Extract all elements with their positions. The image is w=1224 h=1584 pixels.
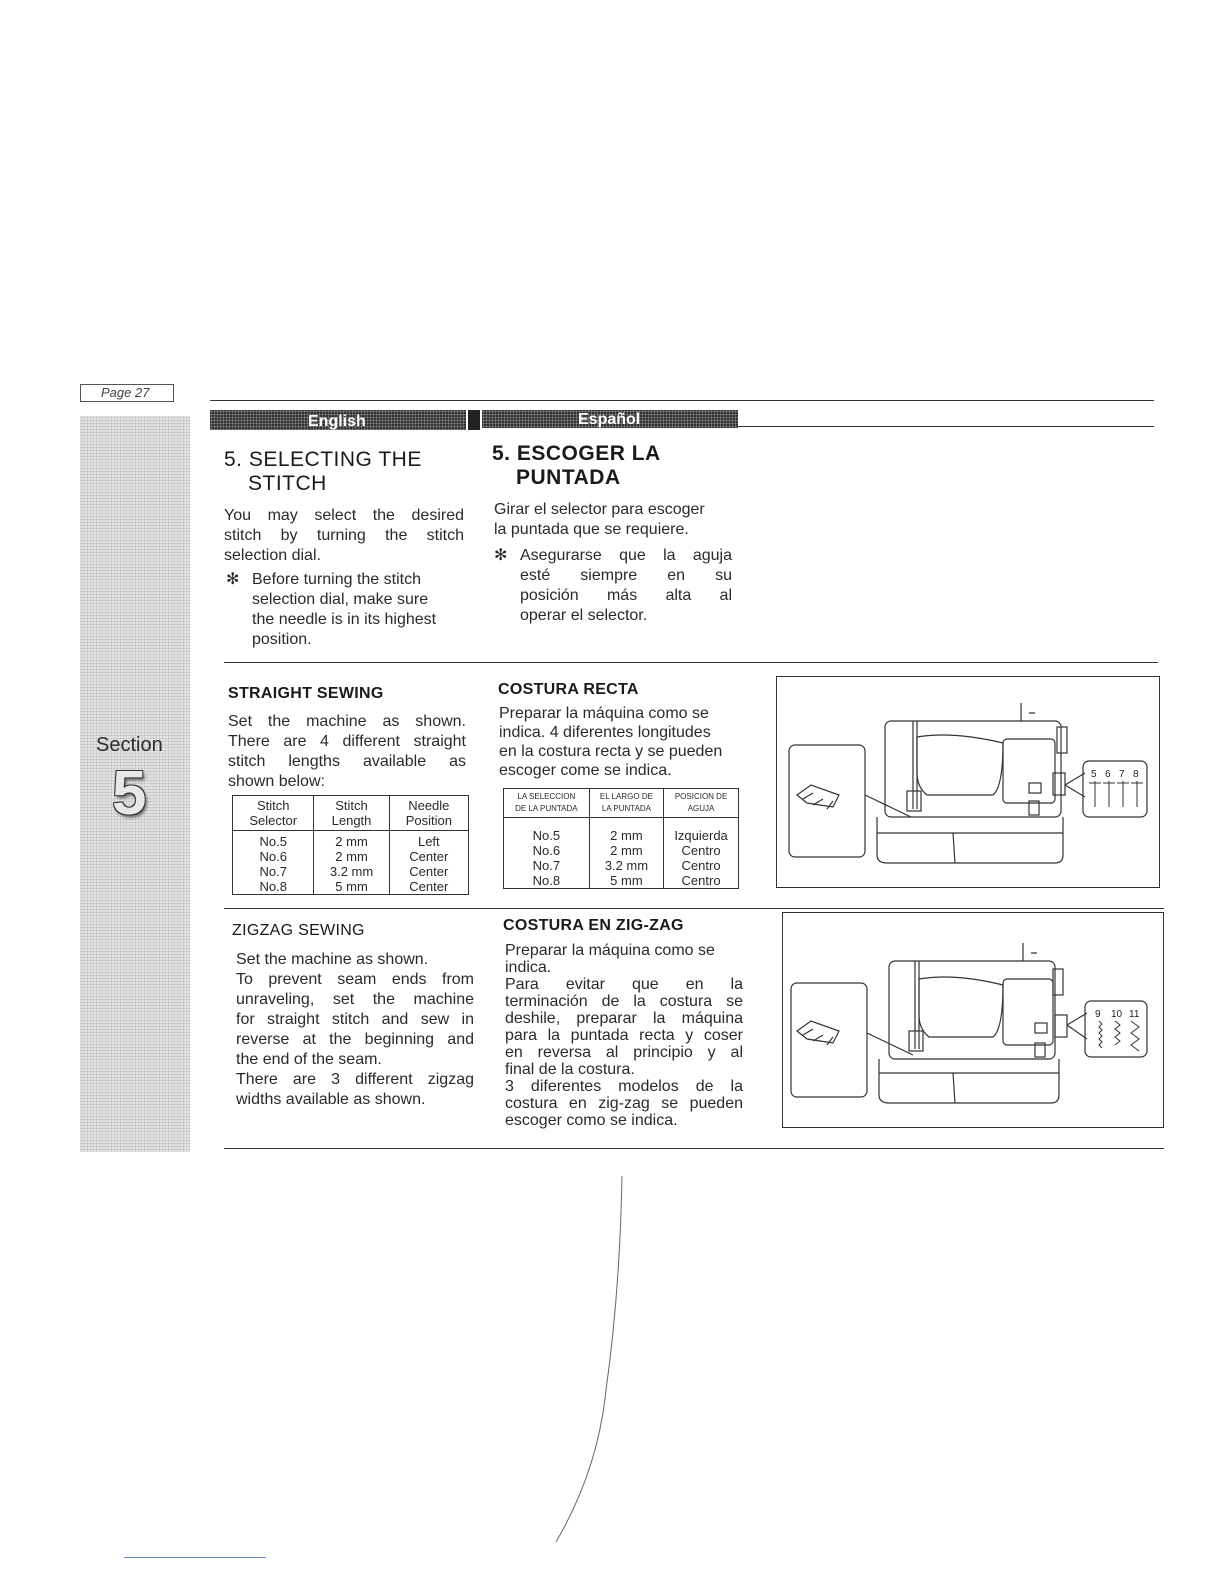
table-header-cell: LA SELECCION DE LA PUNTADA [504, 789, 590, 818]
text-line: en reversa al principio y al [505, 1044, 743, 1061]
text-line: Preparar la máquina como se [499, 705, 709, 722]
text-line: To prevent seam ends from [236, 971, 474, 988]
straight-stitch-table-en [232, 795, 469, 895]
text-line: Girar el selector para escoger [494, 501, 705, 518]
text-line: final de la costura. [505, 1061, 635, 1078]
text-line: Set the machine as shown. [228, 713, 466, 730]
text-line: There are 4 different straight [228, 733, 466, 750]
text-line: operar el selector. [520, 607, 648, 624]
dial-number: 6 [1105, 769, 1111, 780]
spanish-header-bar [482, 410, 738, 428]
spanish-label: Español [578, 411, 641, 428]
text-line: selection dial. [224, 547, 321, 564]
table-row [233, 831, 469, 895]
english-title [224, 448, 422, 496]
costura-recta-title: COSTURA RECTA [498, 681, 639, 698]
table-header-row [504, 789, 739, 818]
table-header-cell: Stitch Selector [233, 796, 314, 831]
dial-number: 8 [1133, 769, 1139, 780]
section-rule [224, 662, 1158, 663]
bottom-rule [224, 1148, 1164, 1149]
dial-number: 5 [1091, 769, 1097, 780]
text-line: position. [252, 631, 312, 648]
note-star-icon: ✻ [226, 571, 240, 588]
costura-recta-text [499, 704, 739, 780]
costura-zigzag-title: COSTURA EN ZIG-ZAG [503, 917, 684, 934]
text-line: posición más alta al [520, 587, 732, 604]
text-line: widths available as shown. [236, 1091, 426, 1108]
text-line: Para evitar que en la [505, 976, 743, 993]
english-title-line2: STITCH [248, 472, 327, 495]
straight-sewing-figure [776, 676, 1160, 888]
text-line: escoger come se indica. [499, 762, 672, 779]
scan-stray-line [540, 1170, 640, 1550]
dial-number: 11 [1129, 1009, 1140, 1020]
spanish-title-line2: PUNTADA [516, 466, 621, 489]
table-header-cell: POSICION DE AGUJA [664, 789, 739, 818]
text-line: Before turning the stitch [252, 571, 421, 588]
text-line: for straight stitch and sew in [236, 1011, 474, 1028]
text-line: en la costura recta y se pueden [499, 743, 723, 760]
table-header-cell: Needle Position [389, 796, 468, 831]
table-header-cell: EL LARGO DE LA PUNTADA [589, 789, 663, 818]
table-row [504, 818, 739, 889]
text-line: indica. [505, 959, 552, 976]
straight-sewing-text [228, 712, 466, 792]
sewing-machine-zigzag-illustration [783, 913, 1163, 1127]
english-intro [224, 506, 464, 566]
text-line: para la puntada recta y coser [505, 1027, 743, 1044]
spanish-title-line1: 5. ESCOGER LA [492, 442, 661, 465]
english-header-bar [210, 410, 466, 430]
section-number: 5 [112, 759, 147, 828]
text-line: deshile, preparar la máquina [505, 1010, 743, 1027]
costura-zigzag-text [505, 942, 743, 1129]
zigzag-sewing-text [236, 950, 474, 1110]
english-label: English [308, 413, 366, 430]
text-line: terminación de la costura se [505, 993, 743, 1010]
text-line: costura en zig-zag se pueden [505, 1095, 743, 1112]
sewing-machine-straight-illustration [777, 677, 1159, 887]
text-line: There are 3 different zigzag [236, 1071, 474, 1088]
text-line: shown below: [228, 773, 325, 790]
dial-number: 9 [1095, 1009, 1101, 1020]
text-line: escoger como se indica. [505, 1112, 678, 1129]
note-star-icon: ✻ [494, 547, 508, 564]
text-line: the needle is in its highest [252, 611, 437, 628]
footer-rule [124, 1557, 266, 1558]
section-rule [224, 908, 1164, 909]
english-note [226, 570, 466, 650]
text-line: reverse at the beginning and [236, 1031, 474, 1048]
header-right-rule [738, 426, 1154, 427]
english-title-line1: 5. SELECTING THE [224, 448, 422, 471]
text-line: esté siempre en su [520, 567, 732, 584]
text-line: You may select the desired [224, 507, 464, 524]
bar-divider [468, 410, 480, 430]
text-line: Set the machine as shown. [236, 951, 429, 968]
text-line: la puntada que se requiere. [494, 521, 689, 538]
table-header-cell: Stitch Length [314, 796, 389, 831]
page-label: Page 27 [80, 384, 174, 402]
text-line: unraveling, set the machine [236, 991, 474, 1008]
header-top-rule [210, 400, 1154, 401]
text-line: Asegurarse que la aguja [520, 547, 732, 564]
text-line: the end of the seam. [236, 1051, 382, 1068]
text-line: selection dial, make sure [252, 591, 429, 608]
table-cell: No.5 No.6 No.7 No.8 [504, 818, 590, 889]
text-line: Preparar la máquina como se [505, 942, 715, 959]
table-cell: Izquierda Centro Centro Centro [664, 818, 739, 889]
table-header-row [233, 796, 469, 831]
zigzag-sewing-title: ZIGZAG SEWING [232, 922, 365, 939]
spanish-note [494, 546, 734, 626]
straight-stitch-table-es [503, 788, 739, 889]
spanish-intro [494, 500, 734, 540]
text-line: stitch by turning the stitch [224, 527, 464, 544]
straight-sewing-title: STRAIGHT SEWING [228, 685, 384, 702]
table-cell: 2 mm 2 mm 3.2 mm 5 mm [314, 831, 389, 895]
zigzag-sewing-figure [782, 912, 1164, 1128]
table-cell: No.5 No.6 No.7 No.8 [233, 831, 314, 895]
dial-number: 10 [1111, 1009, 1123, 1020]
table-cell: 2 mm 2 mm 3.2 mm 5 mm [589, 818, 663, 889]
text-line: 3 diferentes modelos de la [505, 1078, 743, 1095]
section-label: Section [96, 734, 163, 756]
dial-number: 7 [1119, 769, 1125, 780]
text-line: stitch lengths available as [228, 753, 466, 770]
text-line: indica. 4 diferentes longitudes [499, 724, 711, 741]
spanish-title [492, 442, 661, 490]
table-cell: Left Center Center Center [389, 831, 468, 895]
